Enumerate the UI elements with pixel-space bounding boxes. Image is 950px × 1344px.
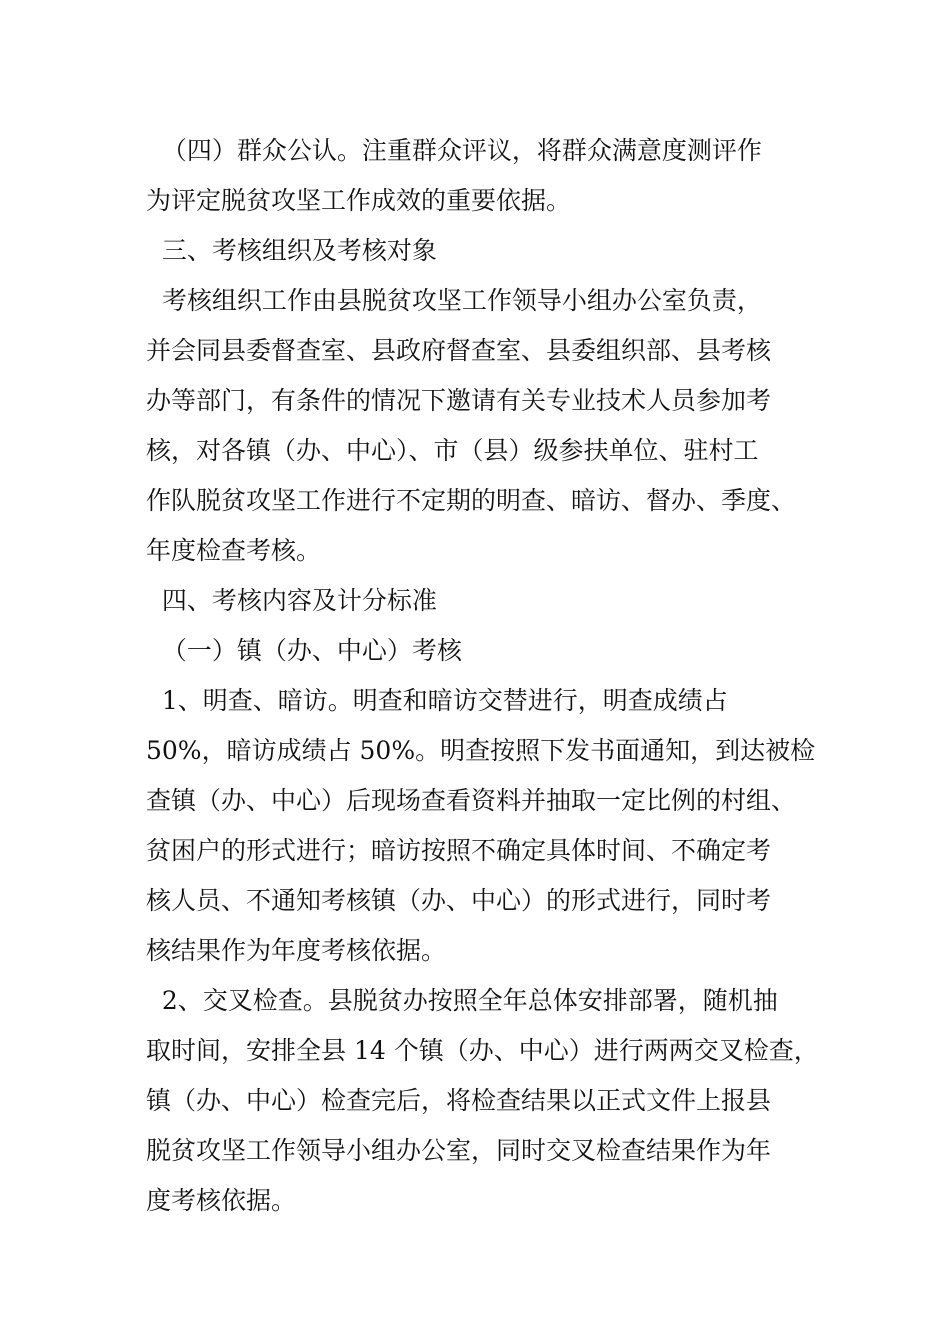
paragraph-line: （四）群众公认。注重群众评议，将群众满意度测评作 — [146, 136, 762, 165]
subsection-heading: （一）镇（办、中心）考核 — [146, 636, 462, 665]
paragraph-line: 年度检查考核。 — [146, 536, 322, 565]
paragraph-line: 查镇（办、中心）后现场查看资料并抽取一定比例的村组、 — [146, 786, 797, 815]
paragraph-line: 为评定脱贫攻坚工作成效的重要依据。 — [146, 186, 572, 215]
paragraph-line: 并会同县委督查室、县政府督查室、县委组织部、县考核 — [146, 336, 772, 365]
section-heading: 三、考核组织及考核对象 — [146, 236, 437, 265]
paragraph-line: 度考核依据。 — [146, 1186, 297, 1215]
paragraph-line: 取时间，安排全县 14 个镇（办、中心）进行两两交叉检查， — [146, 1036, 819, 1065]
paragraph-line: 贫困户的形式进行；暗访按照不确定具体时间、不确定考 — [146, 836, 772, 865]
section-heading: 四、考核内容及计分标准 — [146, 586, 437, 615]
paragraph-line: 核人员、不通知考核镇（办、中心）的形式进行，同时考 — [146, 886, 772, 915]
paragraph-line: 2、交叉检查。县脱贫办按照全年总体安排部署，随机抽 — [146, 986, 778, 1015]
paragraph-line: 考核组织工作由县脱贫攻坚工作领导小组办公室负责， — [146, 286, 762, 315]
paragraph-line: 1、明查、暗访。明查和暗访交替进行，明查成绩占 — [146, 686, 728, 715]
paragraph-line: 核结果作为年度考核依据。 — [146, 936, 447, 965]
paragraph-line: 镇（办、中心）检查完后，将检查结果以正式文件上报县 — [146, 1086, 772, 1115]
paragraph-line: 50%，暗访成绩占 50%。明查按照下发书面通知，到达被检 — [146, 736, 816, 765]
paragraph-line: 办等部门，有条件的情况下邀请有关专业技术人员参加考 — [146, 386, 772, 415]
paragraph-line: 作队脱贫攻坚工作进行不定期的明查、暗访、督办、季度、 — [146, 486, 797, 515]
paragraph-line: 脱贫攻坚工作领导小组办公室，同时交叉检查结果作为年 — [146, 1136, 772, 1165]
paragraph-line: 核，对各镇（办、中心）、市（县）级参扶单位、驻村工 — [146, 436, 759, 465]
